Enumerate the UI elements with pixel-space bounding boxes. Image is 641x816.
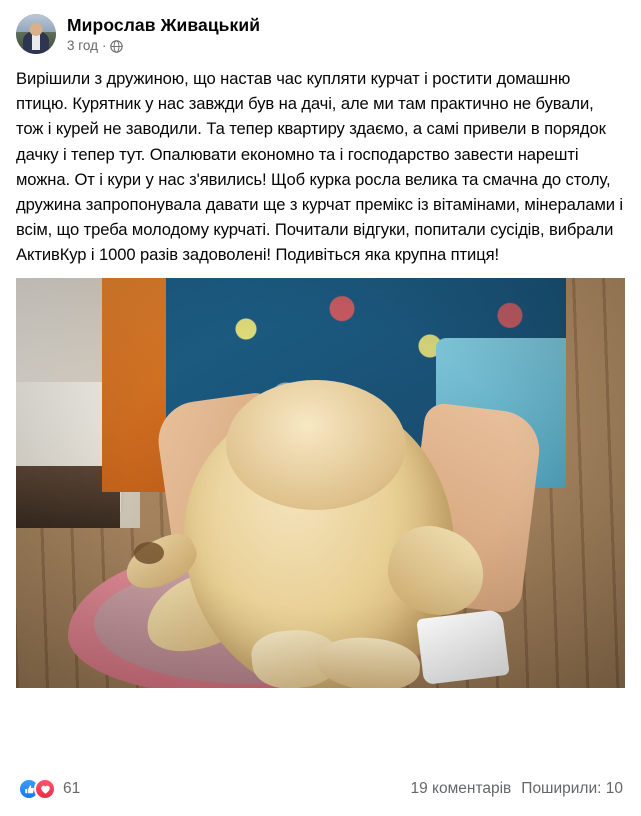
- shares-count[interactable]: Поширили: 10: [521, 780, 623, 797]
- post-text: Вирішили з дружиною, що настав час купляти курчат і ростити домашню птицю. Курятник у нас завжди був на дачі, але ми там практично не бували, тож і курей не заводили. Та тепер квартиру здаємо, а самі привели в порядок дачку і тепер тут. Опалювати економно та і господарство завести нарешті можна. От і кури у нас з'явились! Щоб курка росла велика та смачна до столу, дружина запропонувала давати ще з курчат премікс із вітамінами, мінералами і всім, що треба молодому курчаті. Почитали відгуки, попитали сусідів, вибрали АктивКур і 1000 разів задоволені! Подивіться яка крупна птиця!: [16, 69, 628, 265]
- reactions-summary[interactable]: [18, 778, 80, 800]
- post-footer-stats: [410, 780, 623, 798]
- post-footer: [0, 764, 641, 816]
- avatar-person-head: [30, 23, 43, 36]
- comments-count[interactable]: 19 коментарів: [410, 780, 512, 797]
- avatar[interactable]: [16, 14, 56, 54]
- heart-icon: [34, 778, 56, 800]
- reaction-count: 61: [63, 780, 81, 797]
- meta-separator: ·: [101, 38, 107, 53]
- post-header: [0, 0, 641, 60]
- post-meta: [67, 38, 260, 54]
- post-timestamp[interactable]: 3 год: [67, 38, 98, 53]
- author-name[interactable]: Мирослав Живацький: [67, 15, 261, 35]
- post-image[interactable]: [16, 278, 625, 688]
- reaction-icons: [18, 778, 56, 800]
- avatar-person-shirt: [32, 34, 40, 50]
- photo-vignette: [16, 278, 625, 688]
- globe-icon[interactable]: [110, 40, 123, 53]
- post-header-text: [67, 14, 260, 54]
